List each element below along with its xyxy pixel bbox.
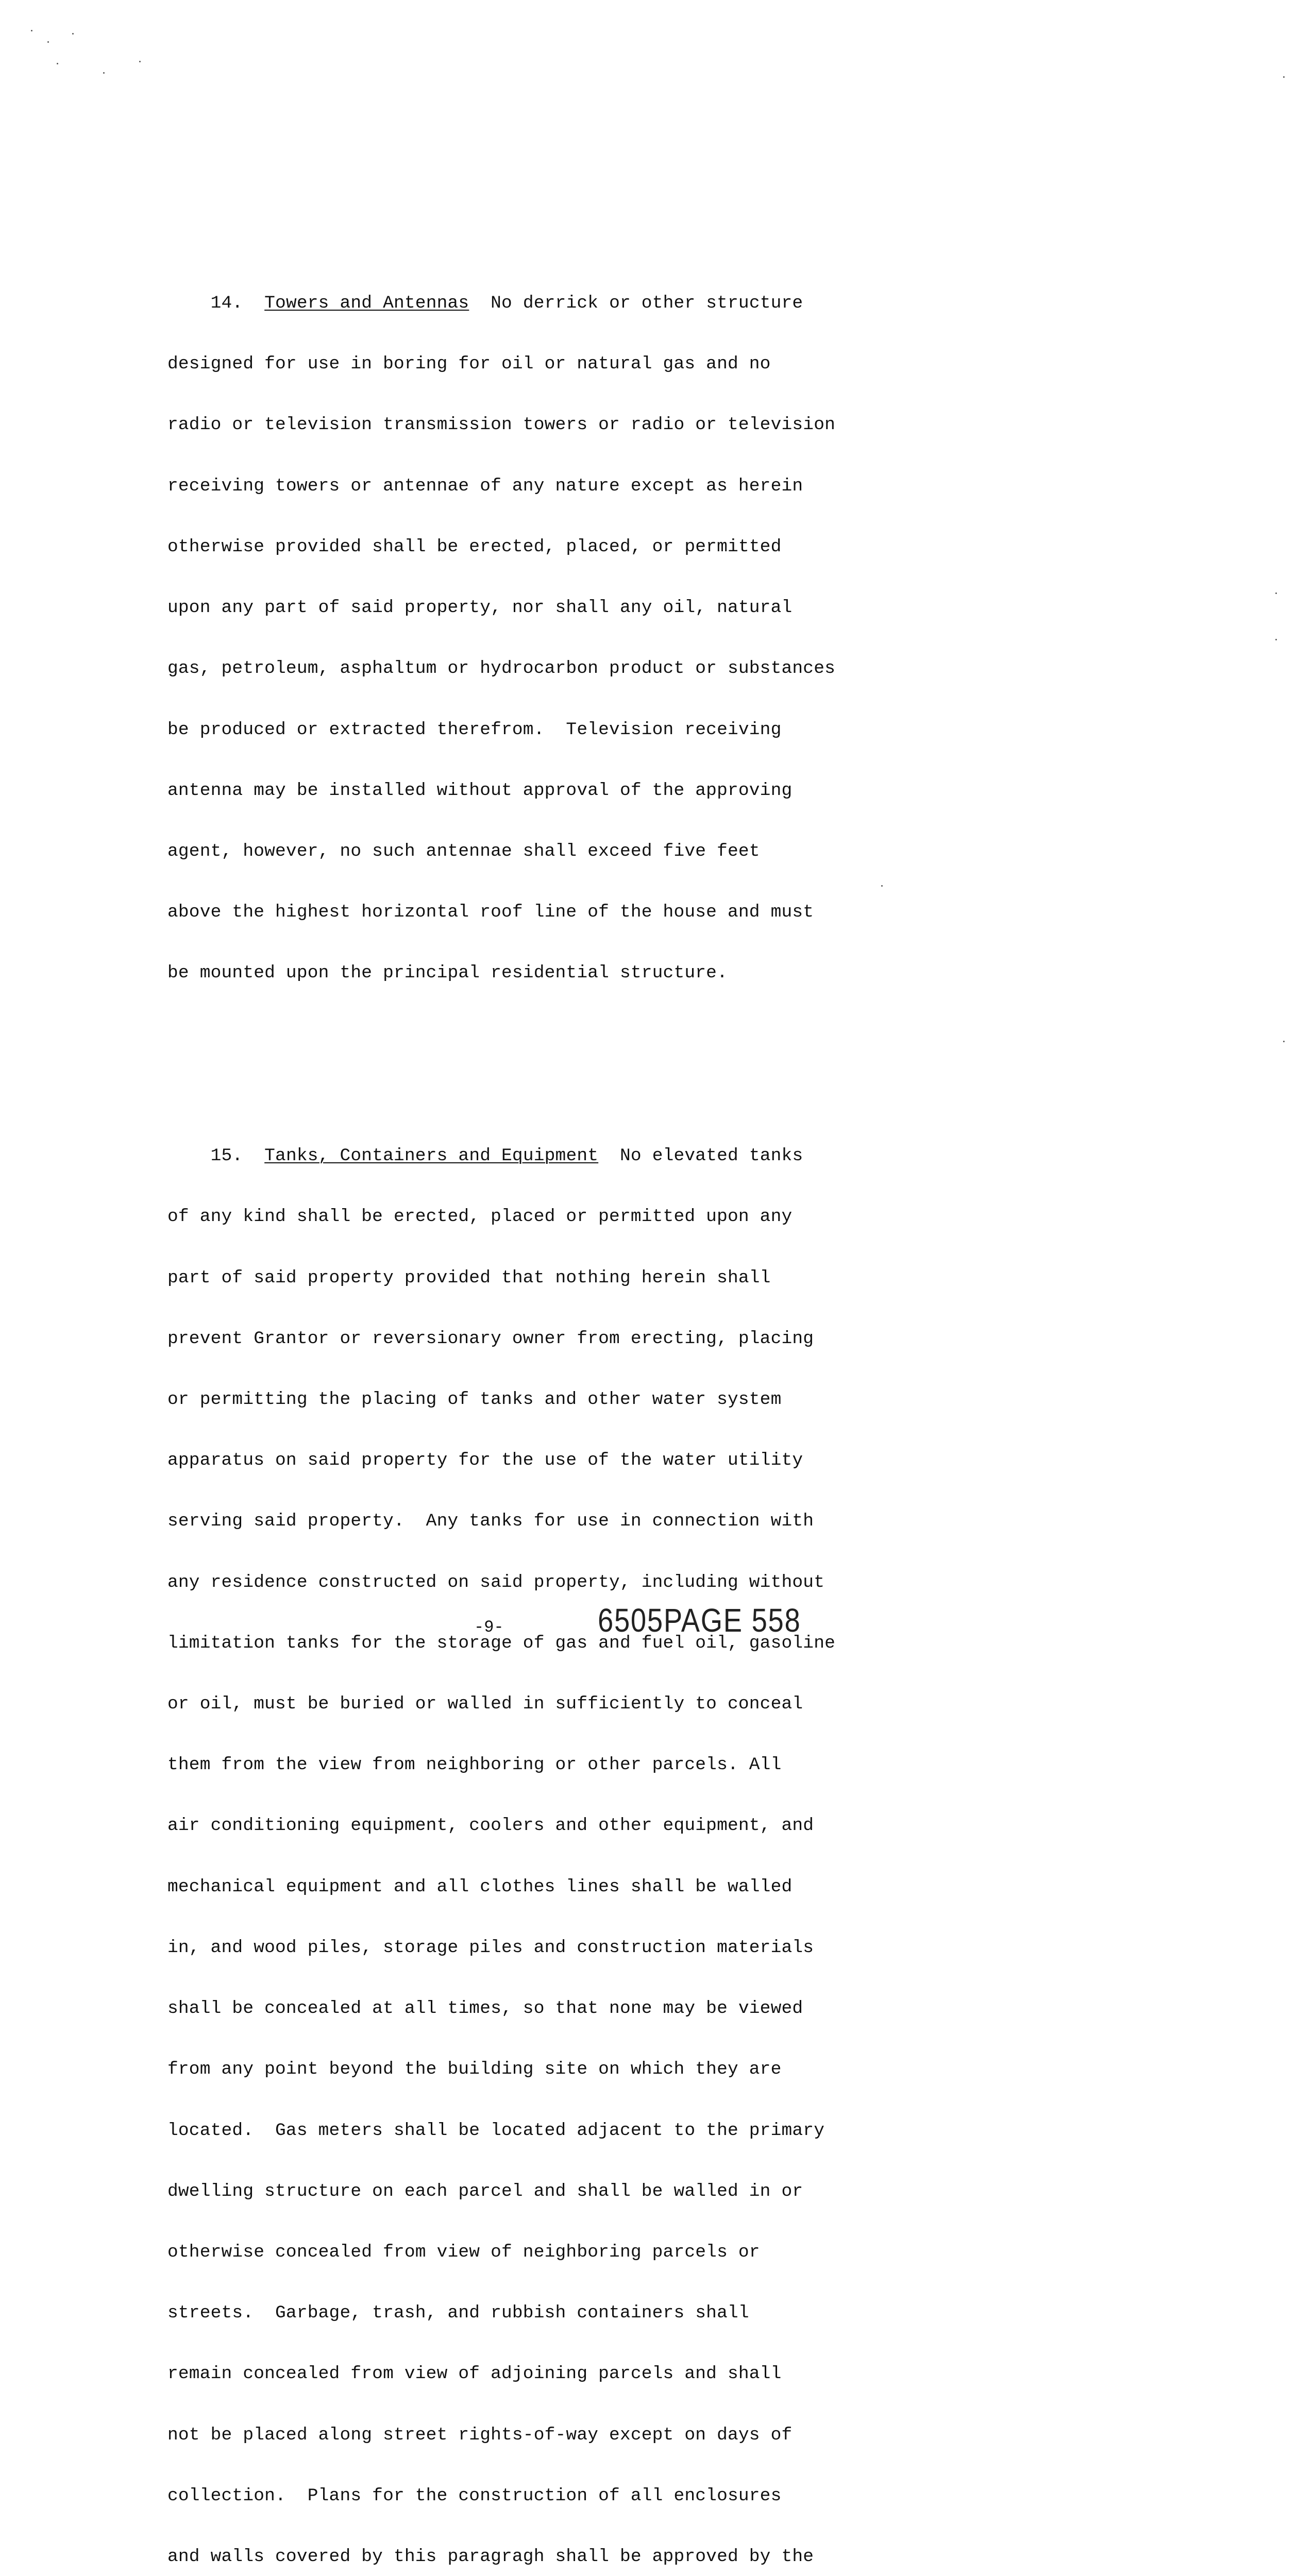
text-line: dwelling structure on each parcel and shall be walled in or bbox=[167, 2181, 803, 2201]
text-line: limitation tanks for the storage of gas and fuel oil, gasoline bbox=[167, 1633, 836, 1653]
paragraph-14 bbox=[167, 252, 935, 1024]
scan-speck bbox=[47, 41, 49, 43]
text-line: agent, however, no such antennae shall exceed five feet bbox=[167, 841, 760, 861]
text-line: radio or television transmission towers or radio or television bbox=[167, 415, 836, 435]
paragraph-first-line bbox=[167, 293, 935, 313]
text-line: upon any part of said property, nor shall any oil, natural bbox=[167, 598, 793, 618]
paragraph-first-line-text: No derrick or other structure bbox=[491, 293, 803, 314]
text-line: remain concealed from view of adjoining parcels and shall bbox=[167, 2364, 782, 2384]
paragraph-first-line-text: No elevated tanks bbox=[619, 1146, 803, 1166]
text-line: of any kind shall be erected, placed or permitted upon any bbox=[167, 1207, 793, 1227]
text-line: streets. Garbage, trash, and rubbish containers shall bbox=[167, 2303, 749, 2324]
text-line: or oil, must be buried or walled in sufficiently to conceal bbox=[167, 1694, 803, 1715]
text-line: otherwise provided shall be erected, placed, or permitted bbox=[167, 536, 782, 557]
paragraph-heading: Tanks, Containers and Equipment bbox=[264, 1146, 599, 1166]
text-line: and walls covered by this paragragh shall be approved by the bbox=[167, 2547, 814, 2567]
text-line: any residence constructed on said property, including without bbox=[167, 1572, 825, 1592]
text-line: receiving towers or antennae of any nature except as herein bbox=[167, 476, 803, 496]
text-line: in, and wood piles, storage piles and construction materials bbox=[167, 1937, 814, 1958]
text-line: be produced or extracted therefrom. Television receiving bbox=[167, 719, 782, 740]
text-line: part of said property provided that nothing herein shall bbox=[167, 1267, 771, 1288]
text-line: apparatus on said property for the use of the water utility bbox=[167, 1450, 803, 1471]
text-line: serving said property. Any tanks for use in connection with bbox=[167, 1511, 814, 1532]
scan-speck bbox=[1283, 1041, 1285, 1042]
scan-speck bbox=[139, 61, 141, 62]
text-line: or permitting the placing of tanks and other water system bbox=[167, 1389, 782, 1410]
scan-speck bbox=[31, 30, 32, 31]
scan-speck bbox=[57, 63, 58, 64]
scan-speck bbox=[1275, 592, 1277, 594]
text-line: designed for use in boring for oil or natural gas and no bbox=[167, 354, 771, 375]
paragraph-number: 14. bbox=[210, 293, 243, 314]
paragraph-15 bbox=[167, 1105, 935, 2576]
text-line: prevent Grantor or reversionary owner from erecting, placing bbox=[167, 1328, 814, 1349]
text-line: antenna may be installed without approval of the approving bbox=[167, 780, 793, 801]
text-line: above the highest horizontal roof line of the house and must bbox=[167, 902, 814, 923]
paragraph-number: 15. bbox=[210, 1146, 243, 1166]
text-line: from any point beyond the building site on which they are bbox=[167, 2059, 782, 2080]
text-line: otherwise concealed from view of neighboring parcels or bbox=[167, 2242, 760, 2263]
paragraph-heading: Towers and Antennas bbox=[264, 293, 469, 314]
scan-speck bbox=[1283, 76, 1285, 78]
text-line: collection. Plans for the construction of all enclosures bbox=[167, 2485, 782, 2506]
text-line: gas, petroleum, asphaltum or hydrocarbon product or substances bbox=[167, 658, 836, 679]
text-line: mechanical equipment and all clothes lines shall be walled bbox=[167, 1876, 793, 1897]
recording-stamp: 6505PAGE 558 bbox=[598, 1602, 801, 1639]
text-line: shall be concealed at all times, so that none may be viewed bbox=[167, 1998, 803, 2019]
scan-speck bbox=[103, 72, 105, 74]
text-line: located. Gas meters shall be located adjacent to the primary bbox=[167, 2120, 825, 2141]
page-number: -9- bbox=[474, 1618, 504, 1637]
text-line: be mounted upon the principal residential structure. bbox=[167, 963, 728, 984]
scan-speck bbox=[1275, 639, 1277, 640]
text-line: air conditioning equipment, coolers and other equipment, and bbox=[167, 1816, 814, 1836]
text-line: them from the view from neighboring or other parcels. All bbox=[167, 1755, 782, 1775]
scan-speck bbox=[72, 33, 74, 35]
paragraph-first-line bbox=[167, 1146, 935, 1166]
document-body bbox=[167, 192, 935, 2576]
text-line: not be placed along street rights-of-way except on days of bbox=[167, 2425, 793, 2445]
